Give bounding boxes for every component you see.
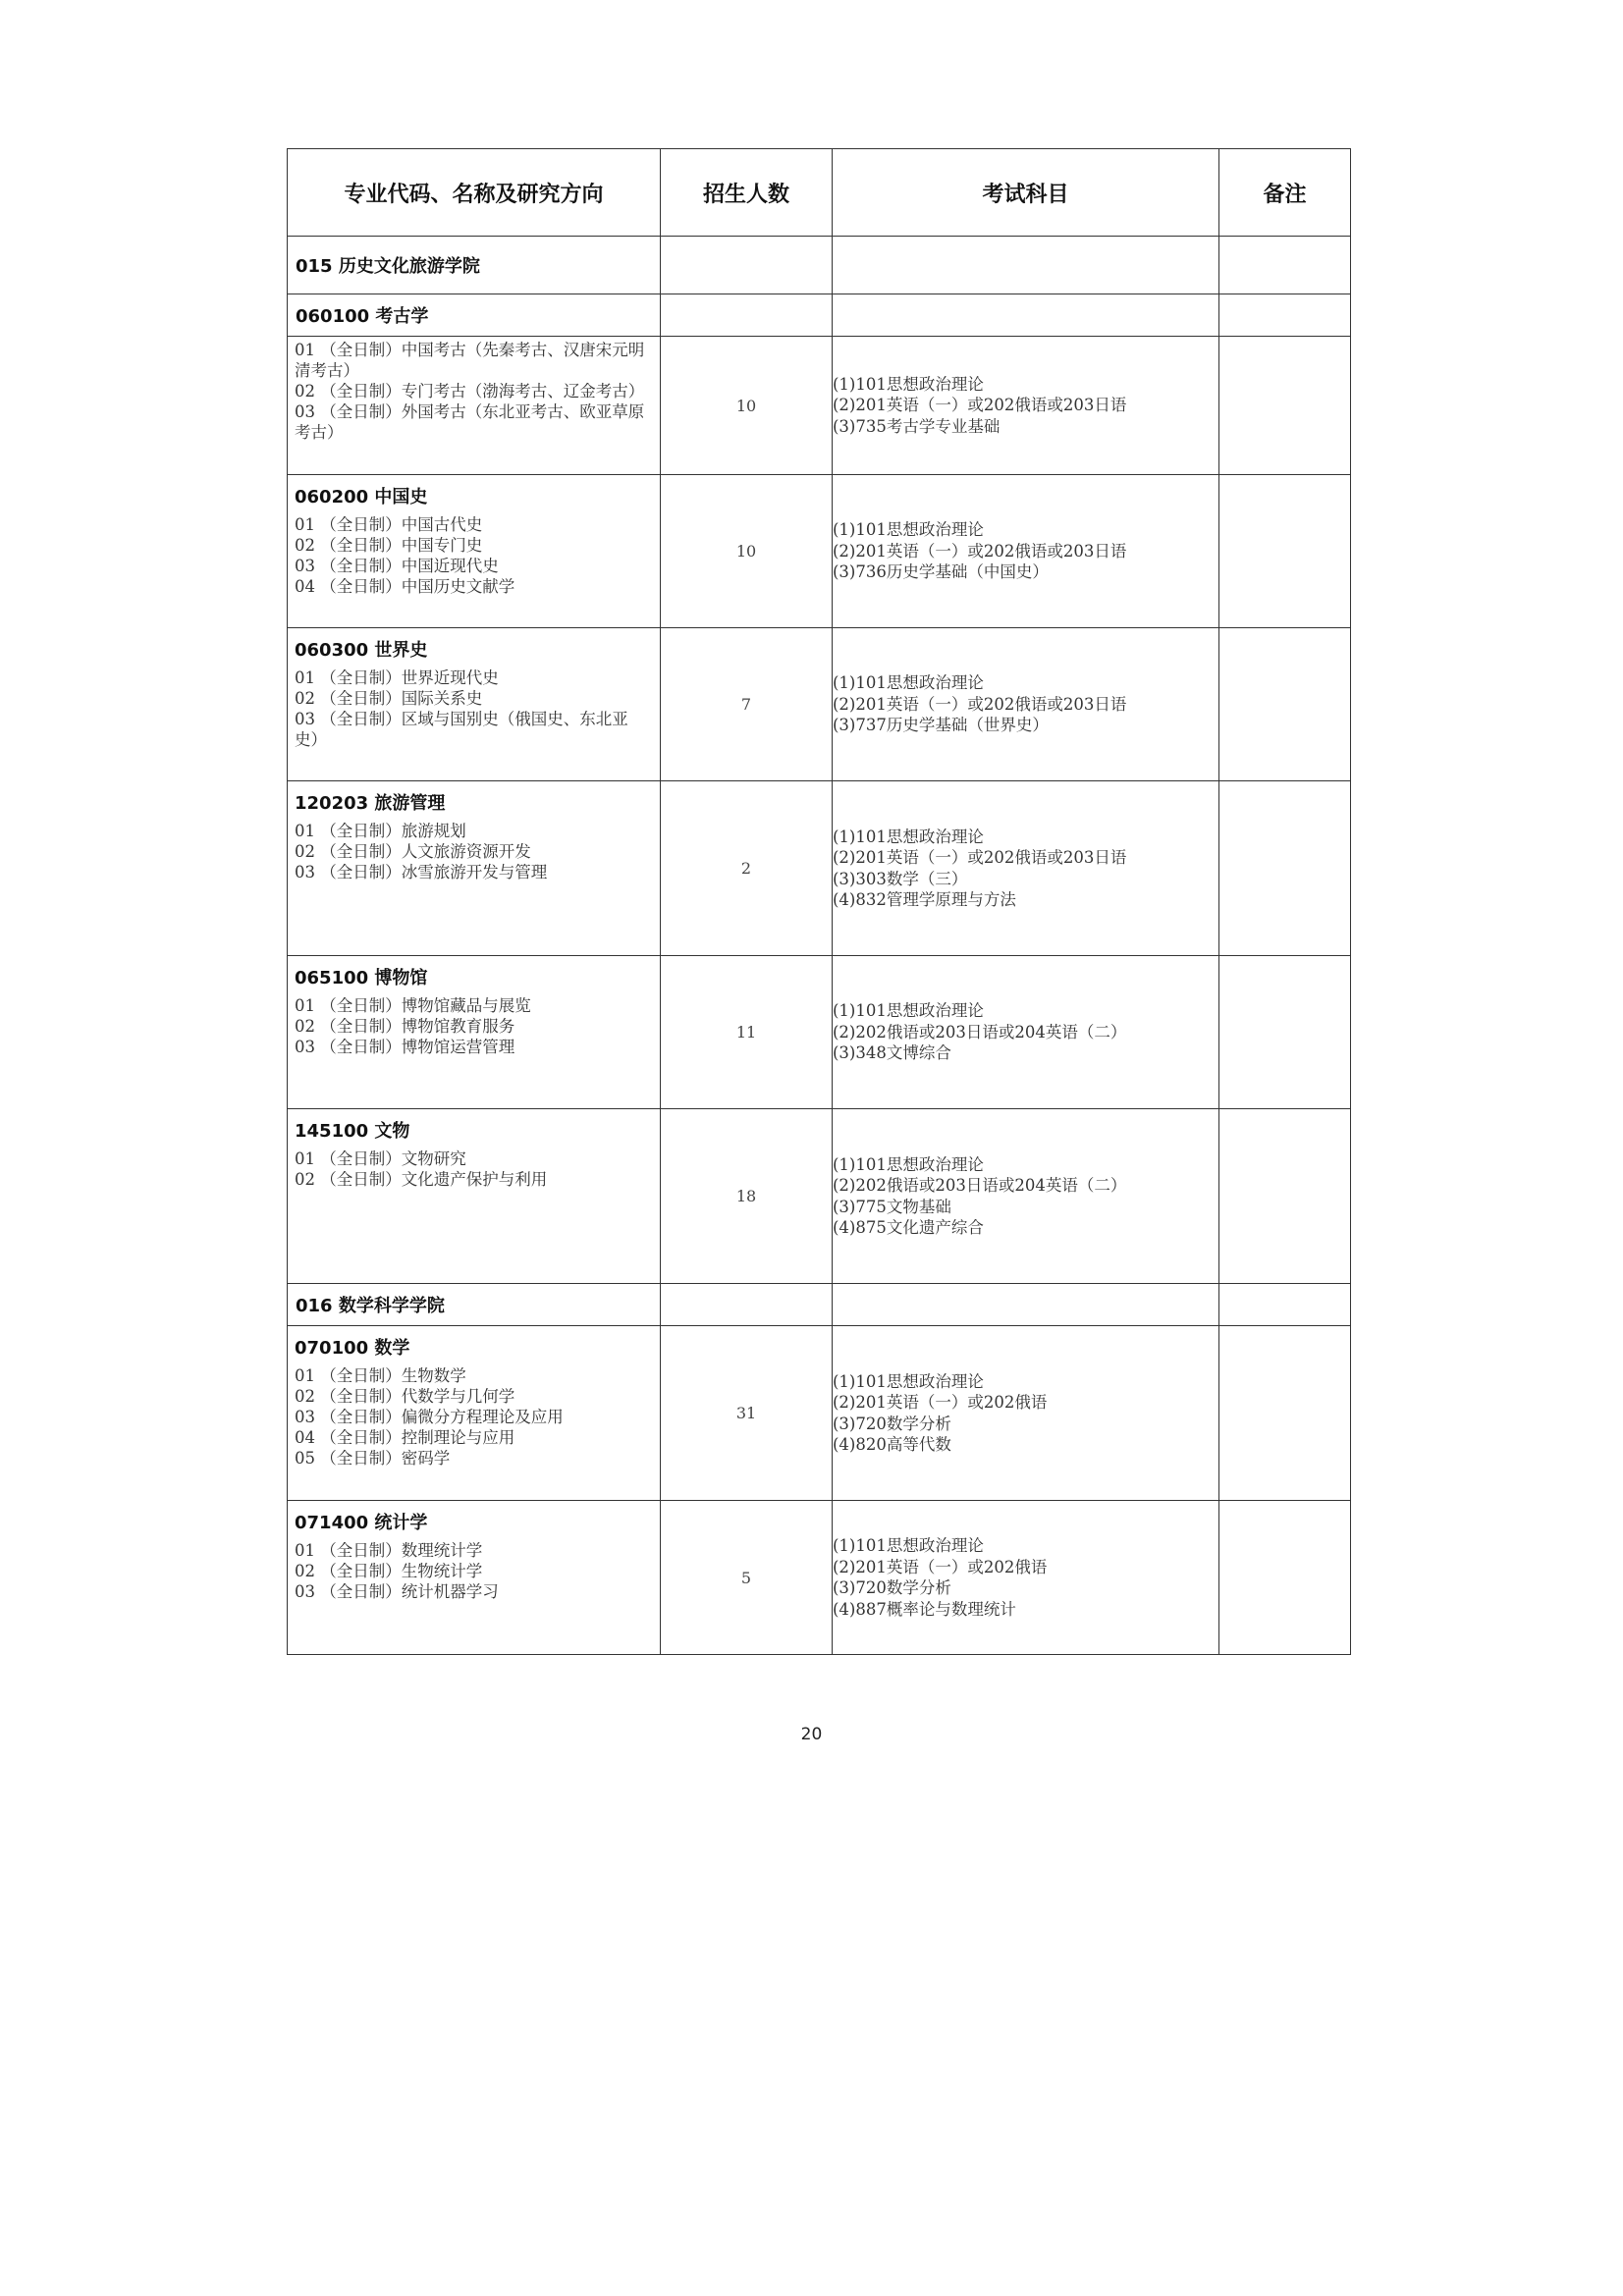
exam-item: (1)101思想政治理论 <box>833 1001 984 1021</box>
exam-item: (2)202俄语或203日语或204英语（二） <box>833 1022 1127 1041</box>
exam-cell <box>833 337 1219 475</box>
direction-item: 01 （全日制）生物数学 <box>295 1366 466 1385</box>
direction-item: 03 （全日制）中国近现代史 <box>295 557 499 575</box>
exam-item: (3)735考古学专业基础 <box>833 416 1001 436</box>
exam-cell <box>833 1326 1219 1501</box>
exam-item: (3)736历史学基础（中国史） <box>833 562 1049 582</box>
exam-item: (2)201英语（一）或202俄语或203日语 <box>833 541 1127 561</box>
major-cell <box>288 628 661 781</box>
major-cell <box>288 1326 661 1501</box>
note-cell <box>1219 337 1351 475</box>
exam-cell <box>833 956 1219 1109</box>
direction-item: 01 （全日制）中国考古（先秦考古、汉唐宋元明清考古） <box>295 341 645 380</box>
exam-item: (4)887概率论与数理统计 <box>833 1599 1016 1619</box>
note-cell <box>1219 1326 1351 1501</box>
major-title: 070100 数学 <box>295 1338 410 1359</box>
major-title: 060200 中国史 <box>295 487 428 507</box>
exam-item: (4)875文化遗产综合 <box>833 1218 984 1237</box>
direction-list <box>295 514 652 597</box>
section-row <box>288 294 1351 337</box>
direction-item: 02 （全日制）专门考古（渤海考古、辽金考古） <box>295 382 645 400</box>
quota-cell: 18 <box>661 1109 833 1284</box>
direction-item: 03 （全日制）外国考古（东北亚考古、欧亚草原考古） <box>295 402 645 442</box>
exam-item: (3)303数学（三） <box>833 869 968 888</box>
direction-list <box>295 1148 652 1190</box>
major-cell <box>288 781 661 956</box>
exam-item: (1)101思想政治理论 <box>833 374 984 394</box>
direction-item: 01 （全日制）世界近现代史 <box>295 668 499 687</box>
note-cell <box>1219 956 1351 1109</box>
exam-item: (2)201英语（一）或202俄语或203日语 <box>833 396 1127 415</box>
exam-cell <box>833 1501 1219 1655</box>
exam-cell <box>833 1109 1219 1284</box>
quota-cell: 11 <box>661 956 833 1109</box>
direction-item: 02 （全日制）生物统计学 <box>295 1562 483 1580</box>
exam-cell <box>833 781 1219 956</box>
direction-item: 01 （全日制）旅游规划 <box>295 822 466 840</box>
note-cell <box>1219 1501 1351 1655</box>
exam-item: (3)775文物基础 <box>833 1197 951 1216</box>
direction-item: 02 （全日制）代数学与几何学 <box>295 1387 515 1406</box>
exam-item: (2)201英语（一）或202俄语 <box>833 1557 1048 1576</box>
direction-list <box>295 667 652 750</box>
table-row <box>288 475 1351 628</box>
direction-item: 03 （全日制）偏微分方程理论及应用 <box>295 1408 564 1426</box>
exam-item: (1)101思想政治理论 <box>833 1154 984 1174</box>
exam-cell <box>833 628 1219 781</box>
empty-cell <box>661 1284 833 1326</box>
major-cell <box>288 1501 661 1655</box>
major-cell <box>288 956 661 1109</box>
admission-table <box>287 148 1351 1655</box>
direction-item: 01 （全日制）文物研究 <box>295 1149 466 1168</box>
major-cell <box>288 337 661 475</box>
major-cell <box>288 475 661 628</box>
direction-item: 03 （全日制）冰雪旅游开发与管理 <box>295 863 548 881</box>
direction-item: 02 （全日制）中国专门史 <box>295 536 483 555</box>
direction-item: 02 （全日制）博物馆教育服务 <box>295 1017 515 1036</box>
direction-item: 02 （全日制）文化遗产保护与利用 <box>295 1170 548 1189</box>
empty-cell <box>1219 294 1351 337</box>
exam-item: (1)101思想政治理论 <box>833 1536 984 1555</box>
empty-cell <box>833 1284 1219 1326</box>
direction-list <box>295 1540 652 1602</box>
major-title: 145100 文物 <box>295 1121 410 1142</box>
header-major: 专业代码、名称及研究方向 <box>288 149 661 237</box>
exam-item: (2)202俄语或203日语或204英语（二） <box>833 1176 1127 1195</box>
table-row <box>288 956 1351 1109</box>
exam-item: (2)201英语（一）或202俄语或203日语 <box>833 694 1127 714</box>
header-exam: 考试科目 <box>833 149 1219 237</box>
exam-item: (4)820高等代数 <box>833 1435 951 1454</box>
quota-cell: 7 <box>661 628 833 781</box>
empty-cell <box>661 237 833 294</box>
direction-item: 02 （全日制）人文旅游资源开发 <box>295 842 531 861</box>
major-title: 065100 博物馆 <box>295 968 428 988</box>
section-row <box>288 237 1351 294</box>
table-row <box>288 1326 1351 1501</box>
header-row <box>288 149 1351 237</box>
exam-item: (3)720数学分析 <box>833 1414 951 1433</box>
direction-item: 03 （全日制）博物馆运营管理 <box>295 1038 515 1056</box>
section-title: 060100 考古学 <box>288 294 661 337</box>
major-cell <box>288 1109 661 1284</box>
page-number: 20 <box>800 1725 823 1744</box>
header-note: 备注 <box>1219 149 1351 237</box>
exam-item: (1)101思想政治理论 <box>833 673 984 693</box>
quota-cell: 31 <box>661 1326 833 1501</box>
table-row <box>288 1501 1351 1655</box>
table-row <box>288 781 1351 956</box>
exam-cell <box>833 475 1219 628</box>
note-cell <box>1219 628 1351 781</box>
exam-item: (2)201英语（一）或202俄语 <box>833 1393 1048 1412</box>
direction-item: 02 （全日制）国际关系史 <box>295 689 483 708</box>
exam-item: (1)101思想政治理论 <box>833 520 984 540</box>
table-row <box>288 628 1351 781</box>
quota-cell: 10 <box>661 337 833 475</box>
exam-item: (3)348文博综合 <box>833 1043 951 1063</box>
direction-item: 04 （全日制）控制理论与应用 <box>295 1428 515 1447</box>
major-title: 071400 统计学 <box>295 1513 428 1533</box>
direction-list <box>295 1365 652 1468</box>
exam-item: (1)101思想政治理论 <box>833 827 984 846</box>
note-cell <box>1219 781 1351 956</box>
exam-item: (4)832管理学原理与方法 <box>833 890 1016 909</box>
direction-item: 01 （全日制）数理统计学 <box>295 1541 483 1560</box>
direction-item: 01 （全日制）中国古代史 <box>295 515 483 534</box>
table-row <box>288 1109 1351 1284</box>
direction-list <box>295 340 652 443</box>
major-title: 120203 旅游管理 <box>295 793 446 814</box>
empty-cell <box>1219 1284 1351 1326</box>
quota-cell: 2 <box>661 781 833 956</box>
empty-cell <box>833 237 1219 294</box>
empty-cell <box>833 294 1219 337</box>
quota-cell: 10 <box>661 475 833 628</box>
exam-item: (1)101思想政治理论 <box>833 1371 984 1391</box>
direction-list <box>295 995 652 1057</box>
quota-cell: 5 <box>661 1501 833 1655</box>
exam-item: (3)720数学分析 <box>833 1578 951 1597</box>
exam-item: (3)737历史学基础（世界史） <box>833 716 1049 735</box>
direction-list <box>295 821 652 882</box>
exam-item: (2)201英语（一）或202俄语或203日语 <box>833 848 1127 867</box>
direction-item: 04 （全日制）中国历史文献学 <box>295 577 515 596</box>
major-title: 060300 世界史 <box>295 640 428 661</box>
empty-cell <box>661 294 833 337</box>
header-quota: 招生人数 <box>661 149 833 237</box>
section-row <box>288 1284 1351 1326</box>
note-cell <box>1219 475 1351 628</box>
empty-cell <box>1219 237 1351 294</box>
direction-item: 05 （全日制）密码学 <box>295 1449 451 1468</box>
section-title: 016 数学科学学院 <box>288 1284 661 1326</box>
section-title: 015 历史文化旅游学院 <box>288 237 661 294</box>
note-cell <box>1219 1109 1351 1284</box>
direction-item: 01 （全日制）博物馆藏品与展览 <box>295 996 531 1015</box>
direction-item: 03 （全日制）统计机器学习 <box>295 1582 499 1601</box>
table-row <box>288 337 1351 475</box>
direction-item: 03 （全日制）区域与国别史（俄国史、东北亚史） <box>295 710 628 749</box>
